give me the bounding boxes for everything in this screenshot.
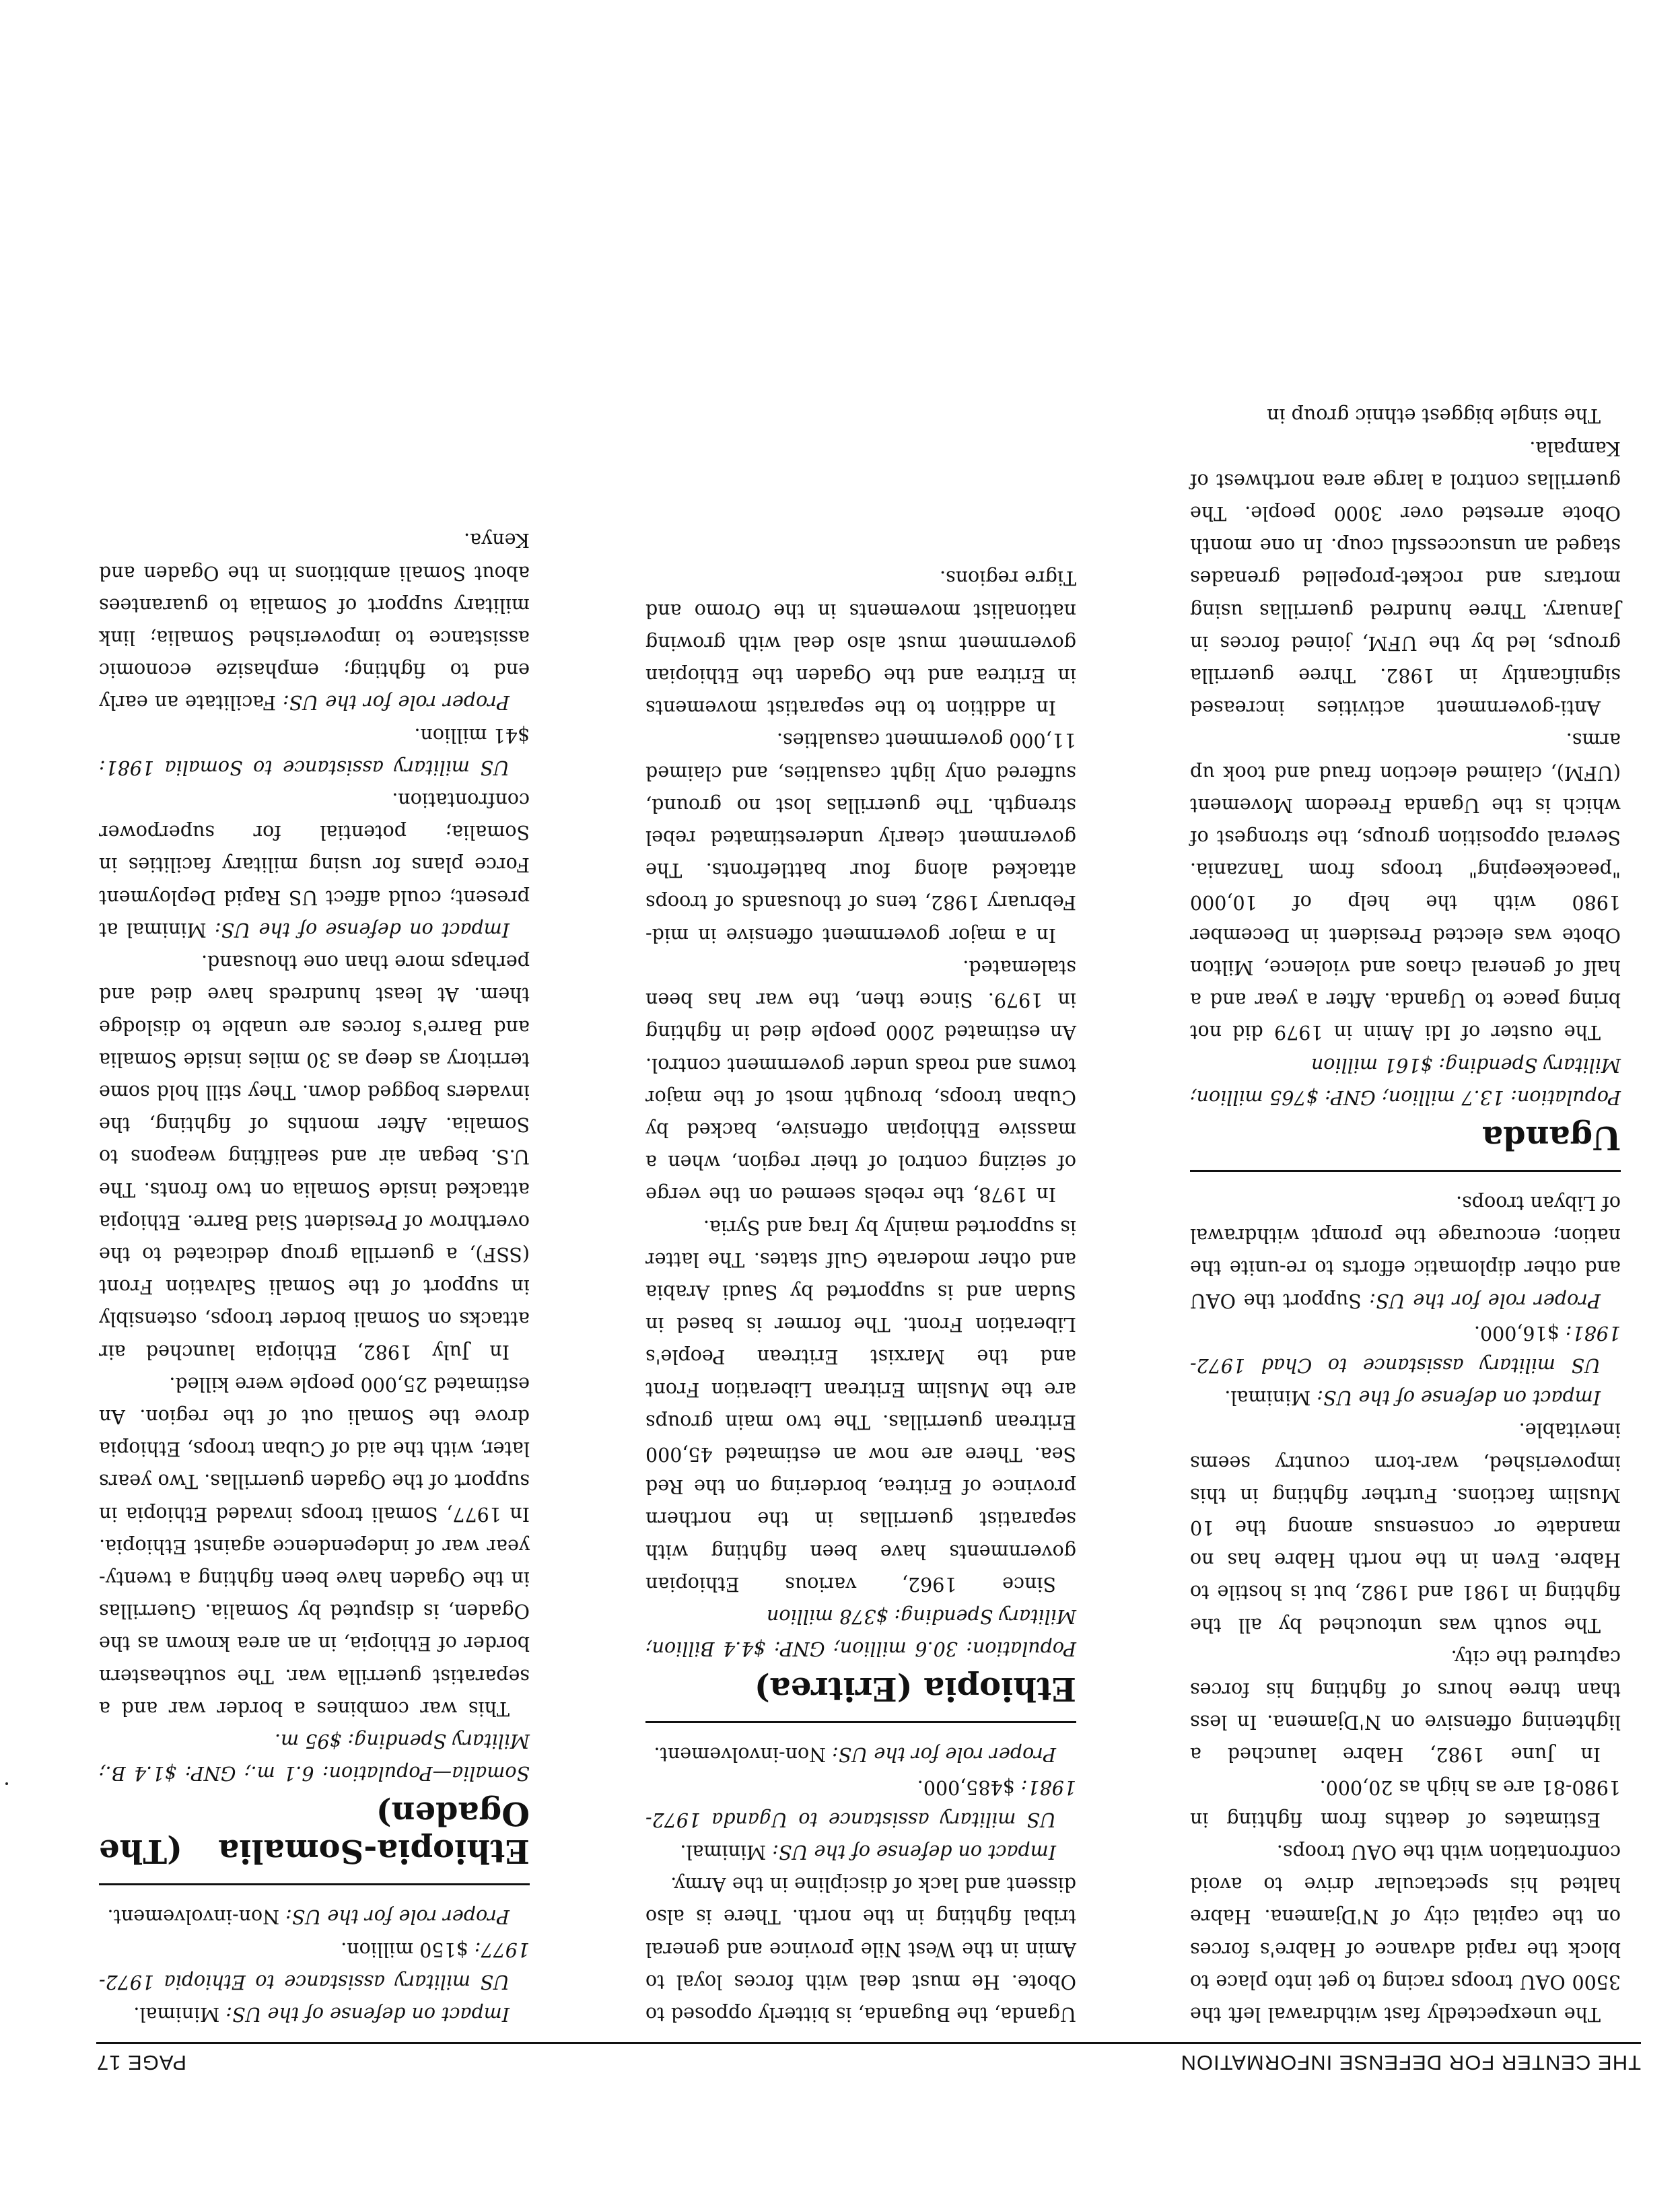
impact-label: Impact on defense of the US: xyxy=(215,918,510,941)
role-value: Non-involvement. xyxy=(107,1906,280,1928)
paragraph: In a major government offensive in mid-February 1982, tens of thousands of troops attacked along four battlefronts. The government clearly underestimated rebel strength. The guerrillas lost no ground, suffered only light casualties, and claimed 11,000 government casualties. xyxy=(645,729,1076,946)
role-value: Non-involvement. xyxy=(654,1743,827,1766)
impact-note xyxy=(645,1836,1076,1868)
assistance-note xyxy=(99,718,530,783)
section-stats: Population: 30.6 million; GNP: $4.4 Billion; Military Spending: $378 million xyxy=(645,1605,1076,1661)
section-divider xyxy=(99,1883,530,1885)
section-title-ethiopia-somalia: Ethiopia-Somalia (The Ogaden) xyxy=(99,1794,530,1871)
assistance-value: $41 million. xyxy=(414,724,530,746)
column-3 xyxy=(99,524,530,2030)
page-header xyxy=(96,2048,1641,2074)
impact-value: Minimal at present; could affect US Rapid Deployment Force plans for using military facilities in Somalia; potential for superpower confrontation. xyxy=(99,789,530,941)
assistance-value: $485,000. xyxy=(917,1776,1015,1798)
assistance-note xyxy=(1190,1317,1621,1381)
impact-note xyxy=(99,783,530,946)
paragraph: This war combines a border war and a separatist guerrilla war. The southeastern border of Ethiopia, in an area known as the Ogaden, is disputed by Somalia. Guerrillas in the Ogaden have been fighting a twenty-year war of independence against Ethiopia. In 1977, Somali troops invaded Ethiopia in support of the Ogaden guerrillas. Two years later, with the aid of Cuban troops, Ethiopia drove the Somali out of the region. An estimated 25,000 people were killed. xyxy=(99,1372,530,1720)
role-label: Proper role for the US: xyxy=(283,691,510,714)
column-2 xyxy=(645,561,1076,2030)
paragraph: Estimates of deaths from fighting in 1980-81 are as high as 20,000. xyxy=(1190,1776,1621,1831)
paragraph: Uganda, the Buganda, is bitterly opposed to Obote. He must deal with forces loyal to Amin in the West Nile province and general tribal fighting in the north. There is also dissent and lack of discipline in the Army. xyxy=(645,1873,1076,2025)
assistance-value: $16,000. xyxy=(1473,1321,1560,1344)
role-value: Support the OAU and other diplomatic efforts to re-unite the nation; encourage the prompt withdrawal of Libyan troops. xyxy=(1190,1191,1621,1312)
impact-label: Impact on defense of the US: xyxy=(1317,1387,1601,1409)
impact-value: Minimal. xyxy=(133,2003,220,2025)
publication-name: THE CENTER FOR DEFENSE INFORMATION xyxy=(1180,2051,1641,2074)
paragraph: Since 1962, various Ethiopian governments have been fighting with separatist guerrillas in the northern province of Eritrea, bordering on the Red Sea. There are now an estimated 45,000 Eritrean guerrillas. The two main groups are the Muslim Eritrean Liberation Front and the Marxist Eritrean People's Liberation Front. The former is based in Sudan and is supported by Saudi Arabia and other moderate Gulf states. The latter is supported mainly by Iraq and Syria. xyxy=(645,1216,1076,1595)
assistance-label: US military assistance to Uganda 1972-1981: xyxy=(645,1776,1076,1831)
paragraph: The unexpectedly fast withdrawal left the 3500 OAU troops racing to get into place to block the rapid advance of Habre's forces on the capital city of N'Djamena. Habre halted his spectacular drive to avoid confrontation with the OAU troops. xyxy=(1190,1840,1621,2025)
impact-label: Impact on defense of the US: xyxy=(225,2003,510,2025)
paragraph: The single biggest ethnic group in xyxy=(1267,405,1601,427)
section-stats: Somalia—Population: 6.1 m.; GNP: $1.4 B.; Military Spending: $95 m. xyxy=(99,1729,530,1785)
paragraph: In June 1982, Habre launched a lightening offensive on N'Djamena. In less than three hours of fighting his forces captured the city. xyxy=(1190,1646,1621,1766)
impact-value: Minimal. xyxy=(1224,1387,1311,1409)
assistance-label: US military assistance to Ethiopia 1972-1977: xyxy=(99,1938,530,1993)
paragraph: In July 1982, Ethiopia launched air attacks on Somali border troops, ostensibly in support of the Somali Salvation Front (SSF), a guerrilla group dedicated to the overthrow of President Siad Barre. Ethiopia attacked inside Somalia on two fronts. The U.S. began air and sealifting weapons to Somalia. After months of fighting, the invaders bogged down. They still hold some territory as deep as 30 miles inside Somalia and Barre's forces are unable to dislodge them. At least hundreds have died and perhaps more than one thousand. xyxy=(99,951,530,1363)
role-label: Proper role for the US: xyxy=(285,1906,510,1928)
role-note xyxy=(645,1738,1076,1770)
section-title-uganda: Uganda xyxy=(1481,1118,1621,1156)
section-divider xyxy=(645,1721,1076,1723)
section-stats: Population: 13.7 million; GNP: $765 million; Military Spending: $161 million xyxy=(1190,1053,1621,1109)
section-divider xyxy=(1190,1170,1621,1172)
paragraph: In 1978, the rebels seemed on the verge of seizing control of their region, when a massive Ethiopian offensive, backed by Cuban troops, brought most of the major towns and roads under government control. An estimated 2000 people died in fighting in 1979. Since then, the war has been stalemated. xyxy=(645,956,1076,1206)
header-rule xyxy=(96,2042,1641,2044)
paragraph: The ouster of Idi Amin in 1979 did not bring peace to Uganda. After a year and a half of general chaos and violence, Milton Obote was elected President in December 1980 with the help of 10,000 "peacekeeping" troops from Tanzania. Several opposition groups, the strongest of which is the Uganda Freedom Movement (UFM), claimed election fraud and took up arms. xyxy=(1190,729,1621,1044)
impact-value: Minimal. xyxy=(680,1840,767,1863)
role-note xyxy=(1190,1187,1621,1317)
assistance-note xyxy=(645,1770,1076,1835)
impact-note xyxy=(99,1998,530,2030)
role-note xyxy=(99,1900,530,1932)
role-label: Proper role for the US: xyxy=(1369,1289,1601,1312)
assistance-note xyxy=(99,1932,530,1997)
paragraph: The south was untouched by all the fighting in 1981 and 1982, but is hostile to Habre. Even in the north Habre has no mandate or consensus among the 10 Muslim factions. Further fighting in this impoverished, war-torn country seems inevitable. xyxy=(1190,1419,1621,1636)
impact-label: Impact on defense of the US: xyxy=(772,1840,1056,1863)
role-label: Proper role for the US: xyxy=(832,1743,1056,1766)
role-value: Facilitate an early end to fighting; emphasize economic assistance to impoverished Somalia; link military support of Somalia to guarantees about Somali ambitions in the Ogaden and Kenya. xyxy=(99,529,530,714)
assistance-label: US military assistance to Chad 1972-1981: xyxy=(1190,1321,1621,1376)
section-title-ethiopia-eritrea: Ethiopia (Eritrea) xyxy=(754,1670,1076,1708)
scan-speck xyxy=(5,1782,8,1785)
assistance-value: $150 million. xyxy=(341,1938,468,1961)
assistance-label: US military assistance to Somalia 1981: xyxy=(99,756,510,779)
impact-note xyxy=(1190,1381,1621,1413)
role-note xyxy=(99,524,530,718)
page-number: PAGE 17 xyxy=(96,2051,186,2074)
column-1 xyxy=(1190,399,1621,2030)
paragraph: Anti-government activities increased significantly in 1982. Three guerrilla groups, led by the UFM, joined forces in January. Three hundred guerrillas using mortars and rocket-propelled grenades staged an unsuccessful coup. In one month Obote arrested over 3000 people. The guerrillas control a large area northwest of Kampala. xyxy=(1190,437,1621,720)
paragraph: In addition to the separatist movements in Eritrea and the Ogaden the Ethiopian government must also deal with growing nationalist movements in the Oromo and Tigre regions. xyxy=(645,567,1076,720)
